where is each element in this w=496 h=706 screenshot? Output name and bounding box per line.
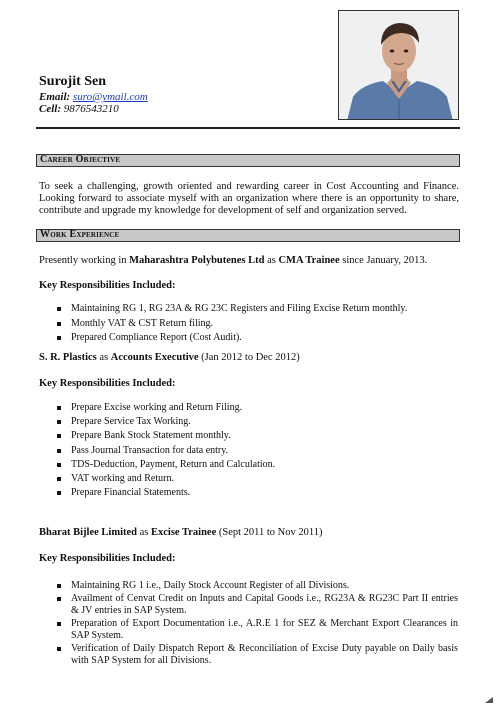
section-work-experience bbox=[36, 229, 460, 242]
job-1-role: CMA Trainee bbox=[278, 255, 340, 266]
job-3-period: (Sept 2011 to Nov 2011) bbox=[216, 527, 323, 538]
job-1-as: as bbox=[264, 255, 279, 266]
job-1-prefix: Presently working in bbox=[39, 255, 130, 266]
cell-line bbox=[39, 103, 119, 115]
job-2-as: as bbox=[96, 352, 111, 363]
list-item: Prepare Service Tax Working. bbox=[56, 416, 458, 428]
job-2-role: Accounts Executive bbox=[110, 352, 199, 363]
job-3-responsibilities-heading: Key Responsibilities Included: bbox=[39, 553, 176, 564]
job-2-period: (Jan 2012 to Dec 2012) bbox=[198, 352, 300, 363]
list-item: Prepare Bank Stock Statement monthly. bbox=[56, 430, 458, 442]
candidate-name: Surojit Sen bbox=[39, 74, 107, 89]
header-divider bbox=[36, 127, 460, 129]
job-1-responsibilities bbox=[56, 303, 458, 347]
list-item: Maintaining RG 1, RG 23A & RG 23C Registers and Filing Excise Return monthly. bbox=[56, 303, 458, 315]
objective-text: To seek a challenging, growth oriented and rewarding career in Cost Accounting and Finance. Looking forward to associate myself with an organization where there is an opportunity to share, contribute and upgrade my knowledge for development of self and organization served. bbox=[39, 181, 459, 216]
list-item: Prepare Excise working and Return Filing. bbox=[56, 402, 458, 414]
list-item: VAT working and Return. bbox=[56, 473, 458, 485]
email-label: Email: bbox=[39, 91, 71, 103]
job-2-responsibilities bbox=[56, 402, 458, 501]
list-item: TDS-Deduction, Payment, Return and Calculation. bbox=[56, 459, 458, 471]
list-item: Pass Journal Transaction for data entry. bbox=[56, 445, 458, 457]
job-2-company: S. R. Plastics bbox=[39, 352, 97, 363]
job-3-role: Excise Trainee bbox=[151, 527, 217, 538]
job-3-responsibilities bbox=[56, 580, 458, 668]
job-1-company: Maharashtra Polybutenes Ltd bbox=[129, 255, 265, 266]
job-3-as: as bbox=[137, 527, 151, 538]
job-3-company: Bharat Bijlee Limited bbox=[39, 527, 137, 538]
cell-number: 9876543210 bbox=[63, 103, 119, 115]
list-item: Maintaining RG 1 i.e., Daily Stock Account Register of all Divisions. bbox=[56, 580, 458, 592]
list-item: Verification of Daily Dispatch Report & Reconciliation of Excise Duty payable on Daily basis with SAP System for all Divisions. bbox=[56, 643, 458, 667]
job-2-title bbox=[39, 352, 300, 363]
email-link[interactable]: suro@ymail.com bbox=[72, 91, 148, 103]
job-1-period: since January, 2013. bbox=[339, 255, 428, 266]
section-title: Work Experience bbox=[40, 229, 120, 240]
list-item: Availment of Cenvat Credit on Inputs and Capital Goods i.e., RG23A & RG23C Part II entries & JV entries in SAP System. bbox=[56, 593, 458, 617]
job-2-responsibilities-heading: Key Responsibilities Included: bbox=[39, 378, 176, 389]
profile-photo bbox=[338, 10, 459, 120]
job-3-title bbox=[39, 527, 323, 538]
list-item: Preparation of Export Documentation i.e., A.R.E 1 for SEZ & Merchant Export Clearances in SAP System. bbox=[56, 618, 458, 642]
cell-label: Cell: bbox=[39, 103, 61, 115]
job-1-responsibilities-heading: Key Responsibilities Included: bbox=[39, 280, 176, 291]
job-1-title bbox=[39, 255, 427, 266]
list-item: Prepare Financial Statements. bbox=[56, 487, 458, 499]
email-line bbox=[39, 91, 148, 103]
resize-grip-icon[interactable] bbox=[484, 696, 494, 704]
profile-photo-image bbox=[339, 11, 459, 120]
list-item: Prepared Compliance Report (Cost Audit). bbox=[56, 332, 458, 344]
list-item: Monthly VAT & CST Return filing. bbox=[56, 318, 458, 330]
section-career-objective bbox=[36, 154, 460, 167]
section-title: Career Objective bbox=[40, 154, 121, 165]
